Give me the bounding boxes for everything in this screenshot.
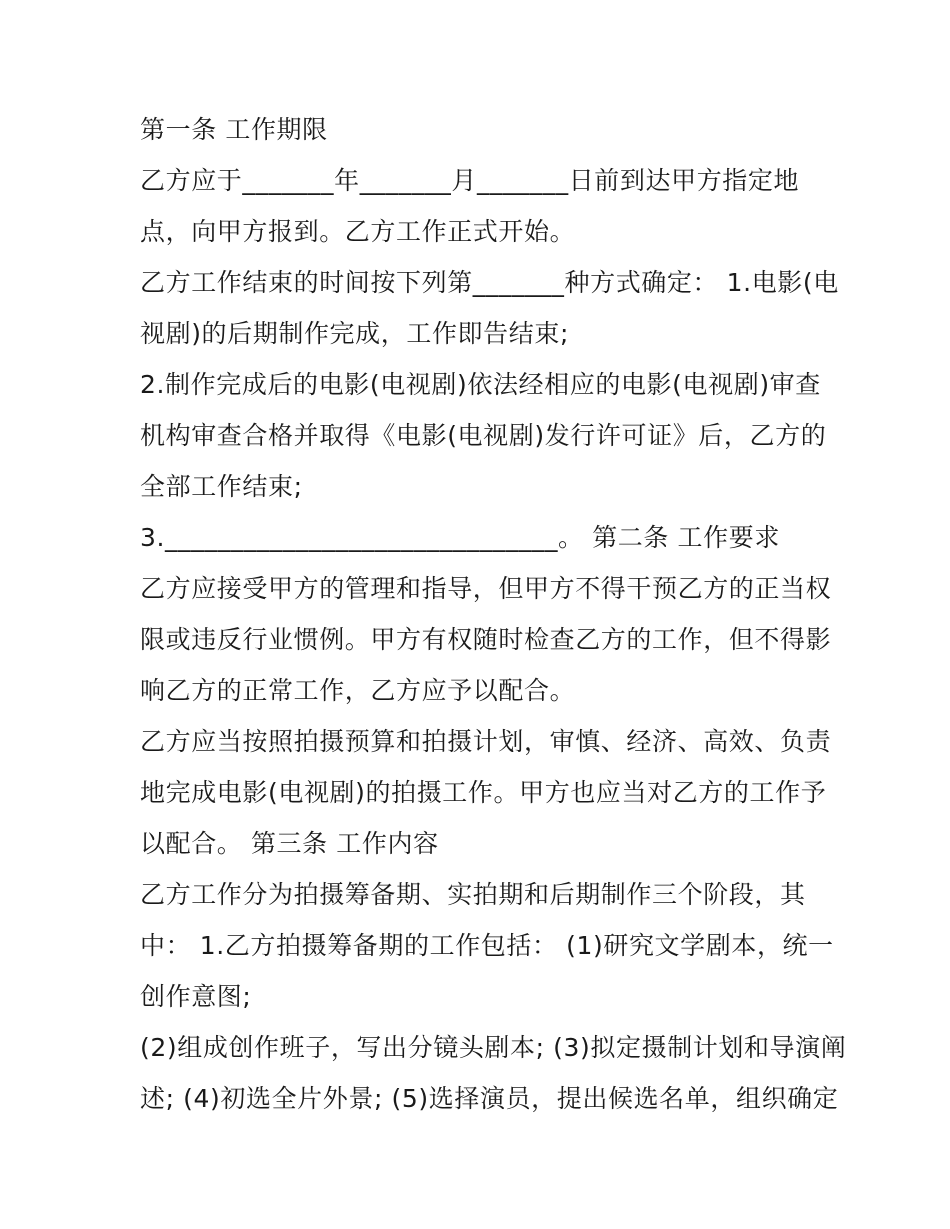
text-line: 点，向甲方报到。乙方工作正式开始。 [140, 217, 576, 246]
text-line: 3.______________________________。 第二条 工作要求 [140, 523, 780, 552]
text-line: 机构审查合格并取得《电影(电视剧)发行许可证》后，乙方的 [140, 421, 827, 450]
text-line: 以配合。 第三条 工作内容 [140, 829, 439, 858]
text-line: 乙方应接受甲方的管理和指导，但甲方不得干预乙方的正当权 [140, 574, 832, 603]
text-line: 2.制作完成后的电影(电视剧)依法经相应的电影(电视剧)审查 [140, 370, 821, 399]
text-line: 全部工作结束; [140, 472, 303, 501]
text-line: 地完成电影(电视剧)的拍摄工作。甲方也应当对乙方的工作予 [140, 778, 827, 807]
text-line: 述; (4)初选全片外景; (5)选择演员，提出候选名单，组织确定 [140, 1084, 839, 1113]
text-line: (2)组成创作班子，写出分镜头剧本; (3)拟定摄制计划和导演阐 [140, 1033, 847, 1062]
text-line: 中： 1.乙方拍摄筹备期的工作包括： (1)研究文学剧本，统一 [140, 931, 834, 960]
text-line: 第一条 工作期限 [140, 115, 328, 144]
text-line: 乙方应当按照拍摄预算和拍摄计划，审慎、经济、高效、负责 [140, 727, 832, 756]
text-line: 乙方应于_______年_______月_______日前到达甲方指定地 [140, 166, 800, 195]
text-line: 创作意图; [140, 982, 252, 1011]
text-line: 乙方工作结束的时间按下列第_______种方式确定： 1.电影(电 [140, 268, 839, 297]
text-line: 乙方工作分为拍摄筹备期、实拍期和后期制作三个阶段，其 [140, 880, 806, 909]
text-line: 限或违反行业惯例。甲方有权随时检查乙方的工作，但不得影 [140, 625, 832, 654]
text-line: 视剧)的后期制作完成，工作即告结束; [140, 319, 569, 348]
text-line: 响乙方的正常工作，乙方应予以配合。 [140, 676, 576, 705]
